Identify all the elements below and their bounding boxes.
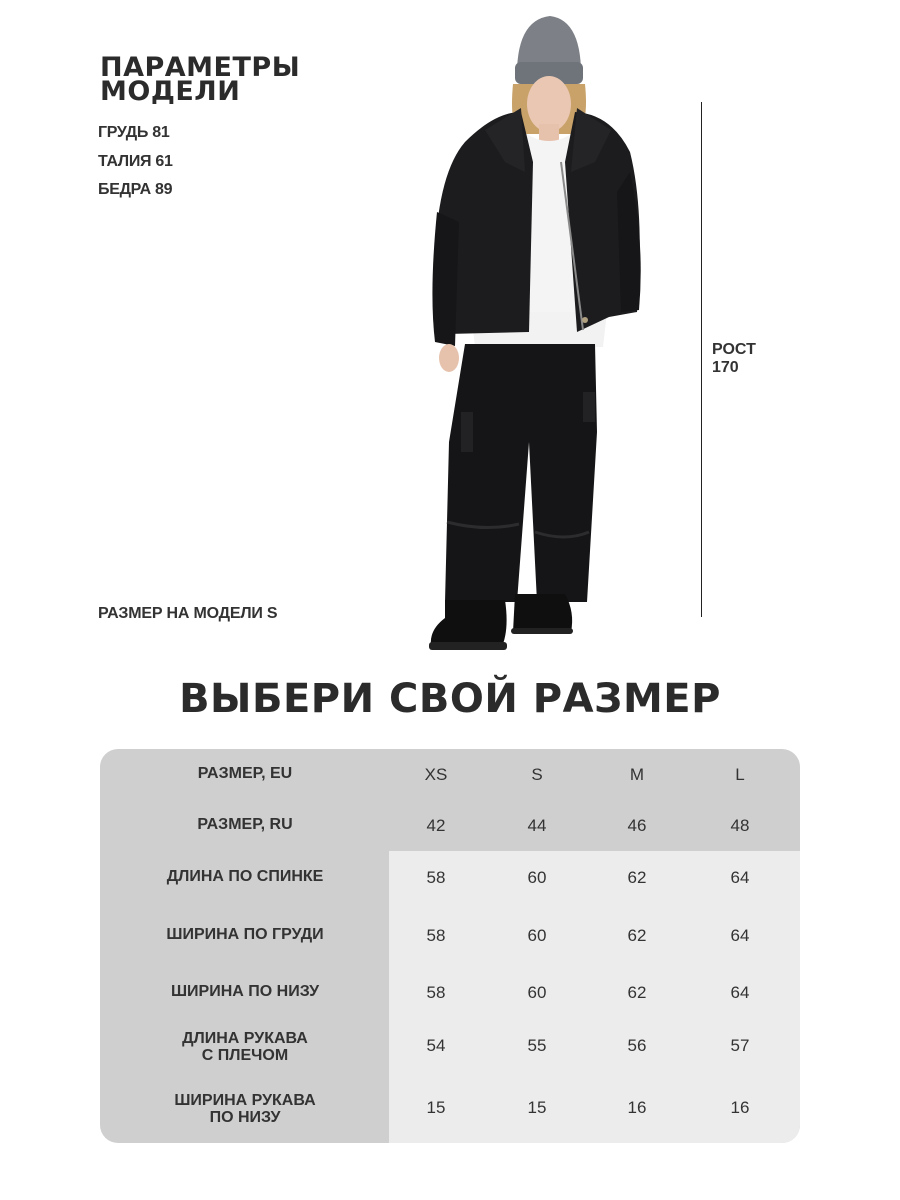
size-table-row-label-line: С ПЛЕЧОМ bbox=[201, 1047, 289, 1064]
size-table-cell: 58 bbox=[426, 868, 446, 887]
size-table-row-label bbox=[100, 926, 390, 943]
size-table-cell: 58 bbox=[426, 926, 446, 945]
choose-size-title: ВЫБЕРИ СВОЙ РАЗМЕР bbox=[179, 676, 721, 722]
size-table bbox=[100, 749, 800, 1143]
size-table-row bbox=[100, 814, 800, 836]
size-table-cell: M bbox=[629, 765, 645, 784]
model-params-title bbox=[100, 52, 301, 107]
size-table-row bbox=[100, 866, 800, 888]
size-table-row-label-line: ШИРИНА РУКАВА bbox=[174, 1092, 316, 1109]
left-sleeve bbox=[432, 212, 459, 346]
size-table-row-label-line: ДЛИНА ПО СПИНКЕ bbox=[166, 868, 324, 885]
size-table-cell: S bbox=[531, 765, 543, 784]
size-table-row-label-line: ШИРИНА ПО НИЗУ bbox=[170, 983, 320, 1000]
model-params-title-line: МОДЕЛИ bbox=[100, 76, 241, 107]
height-label-line: 170 bbox=[712, 359, 739, 376]
size-table-row bbox=[100, 924, 800, 946]
size-table-cell: 42 bbox=[426, 816, 446, 835]
size-table-cell: XS bbox=[424, 765, 448, 784]
size-table-cell: 46 bbox=[627, 816, 647, 835]
param-waist: ТАЛИЯ 61 bbox=[98, 153, 173, 170]
size-table-row-label bbox=[100, 765, 390, 782]
size-table-row bbox=[100, 1032, 800, 1072]
size-table-cell: 54 bbox=[426, 1036, 446, 1055]
size-table-row-label bbox=[100, 868, 390, 885]
right-sleeve bbox=[617, 172, 641, 312]
size-table-cell: 62 bbox=[627, 926, 647, 945]
size-table-cell: 44 bbox=[527, 816, 547, 835]
size-table-cell: 16 bbox=[627, 1098, 647, 1117]
size-table-cell: 62 bbox=[627, 868, 647, 887]
size-table-cell: 56 bbox=[627, 1036, 647, 1055]
size-table-cell: 16 bbox=[730, 1098, 750, 1117]
size-table-row bbox=[100, 981, 800, 1003]
size-table-row-label bbox=[100, 816, 390, 833]
size-table-row-label bbox=[100, 1030, 390, 1064]
size-table-cell: 48 bbox=[730, 816, 750, 835]
model-photo bbox=[425, 12, 650, 657]
size-table-row-label bbox=[100, 983, 390, 1000]
trousers bbox=[445, 344, 597, 602]
size-table-cell: 57 bbox=[730, 1036, 750, 1055]
param-hips: БЕДРА 89 bbox=[98, 181, 173, 198]
size-table-row-label-line: РАЗМЕР, RU bbox=[197, 816, 293, 833]
model-size-text: РАЗМЕР НА МОДЕЛИ S bbox=[98, 605, 278, 622]
size-table-row bbox=[100, 1094, 800, 1134]
height-line bbox=[701, 102, 702, 617]
height-label bbox=[712, 341, 756, 377]
height-label-line: РОСТ bbox=[712, 341, 756, 358]
size-table-cell: 62 bbox=[627, 983, 647, 1002]
size-table-cell: 15 bbox=[527, 1098, 547, 1117]
left-boot bbox=[431, 600, 507, 646]
param-chest: ГРУДЬ 81 bbox=[98, 124, 170, 141]
size-table-cell: 64 bbox=[730, 926, 750, 945]
size-table-cell: 60 bbox=[527, 868, 547, 887]
right-boot bbox=[513, 594, 572, 632]
size-table-row-label-line: ПО НИЗУ bbox=[209, 1109, 281, 1126]
size-table-row-label-line: РАЗМЕР, EU bbox=[197, 765, 293, 782]
size-table-cell: 60 bbox=[527, 926, 547, 945]
size-table-cell: L bbox=[735, 765, 745, 784]
size-table-cell: 15 bbox=[426, 1098, 446, 1117]
size-table-cell: 64 bbox=[730, 868, 750, 887]
size-table-row-label-line: ШИРИНА ПО ГРУДИ bbox=[166, 926, 324, 943]
size-table-cell: 60 bbox=[527, 983, 547, 1002]
size-table-row-label bbox=[100, 1092, 390, 1126]
size-table-cell: 58 bbox=[426, 983, 446, 1002]
size-table-cell: 55 bbox=[527, 1036, 547, 1055]
size-table-row-label-line: ДЛИНА РУКАВА bbox=[182, 1030, 308, 1047]
size-table-row bbox=[100, 763, 800, 785]
face bbox=[527, 76, 571, 132]
size-table-cell: 64 bbox=[730, 983, 750, 1002]
model-params-title-line: ПАРАМЕТРЫ bbox=[100, 52, 301, 83]
